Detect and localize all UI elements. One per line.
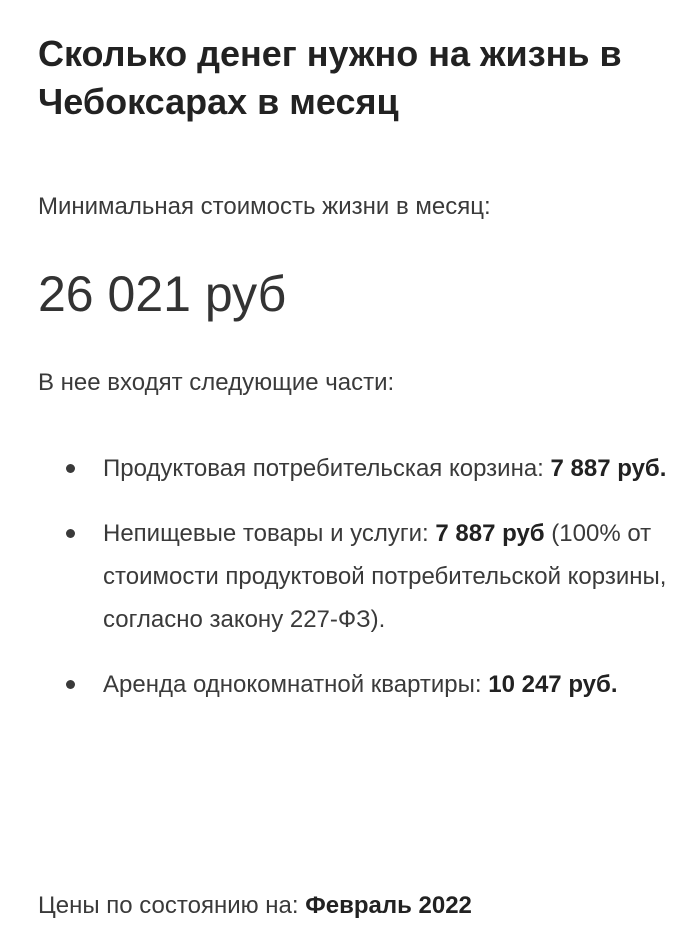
cost-components-list xyxy=(38,447,668,728)
list-item-rent xyxy=(38,663,668,706)
bullet-icon xyxy=(66,529,75,538)
prices-date-label: Цены по состоянию на: xyxy=(38,892,306,919)
bullet-icon xyxy=(66,680,75,689)
list-item-food-basket xyxy=(38,447,668,490)
min-cost-label: Минимальная стоимость жизни в месяц: xyxy=(38,193,491,220)
prices-date xyxy=(38,889,472,923)
item-value: 10 247 руб. xyxy=(488,671,618,698)
prices-date-value: Февраль 2022 xyxy=(305,892,472,919)
page-title: Сколько денег нужно на жизнь в Чебоксарах в месяц xyxy=(38,33,622,122)
bullet-icon xyxy=(66,464,75,473)
item-label: Непищевые товары и услуги: xyxy=(103,520,436,547)
item-label: Аренда однокомнатной квартиры: xyxy=(103,671,489,698)
item-value: 7 887 руб xyxy=(435,520,545,547)
list-item-non-food xyxy=(38,512,668,641)
item-note: (100% от стоимости продуктовой потребительской корзины, согласно закону 227-ФЗ). xyxy=(103,520,667,633)
item-value: 7 887 руб. xyxy=(550,455,667,482)
components-intro: В нее входят следующие части: xyxy=(38,369,395,396)
item-label: Продуктовая потребительская корзина: xyxy=(103,455,551,482)
total-amount: 26 021 руб xyxy=(38,266,287,322)
